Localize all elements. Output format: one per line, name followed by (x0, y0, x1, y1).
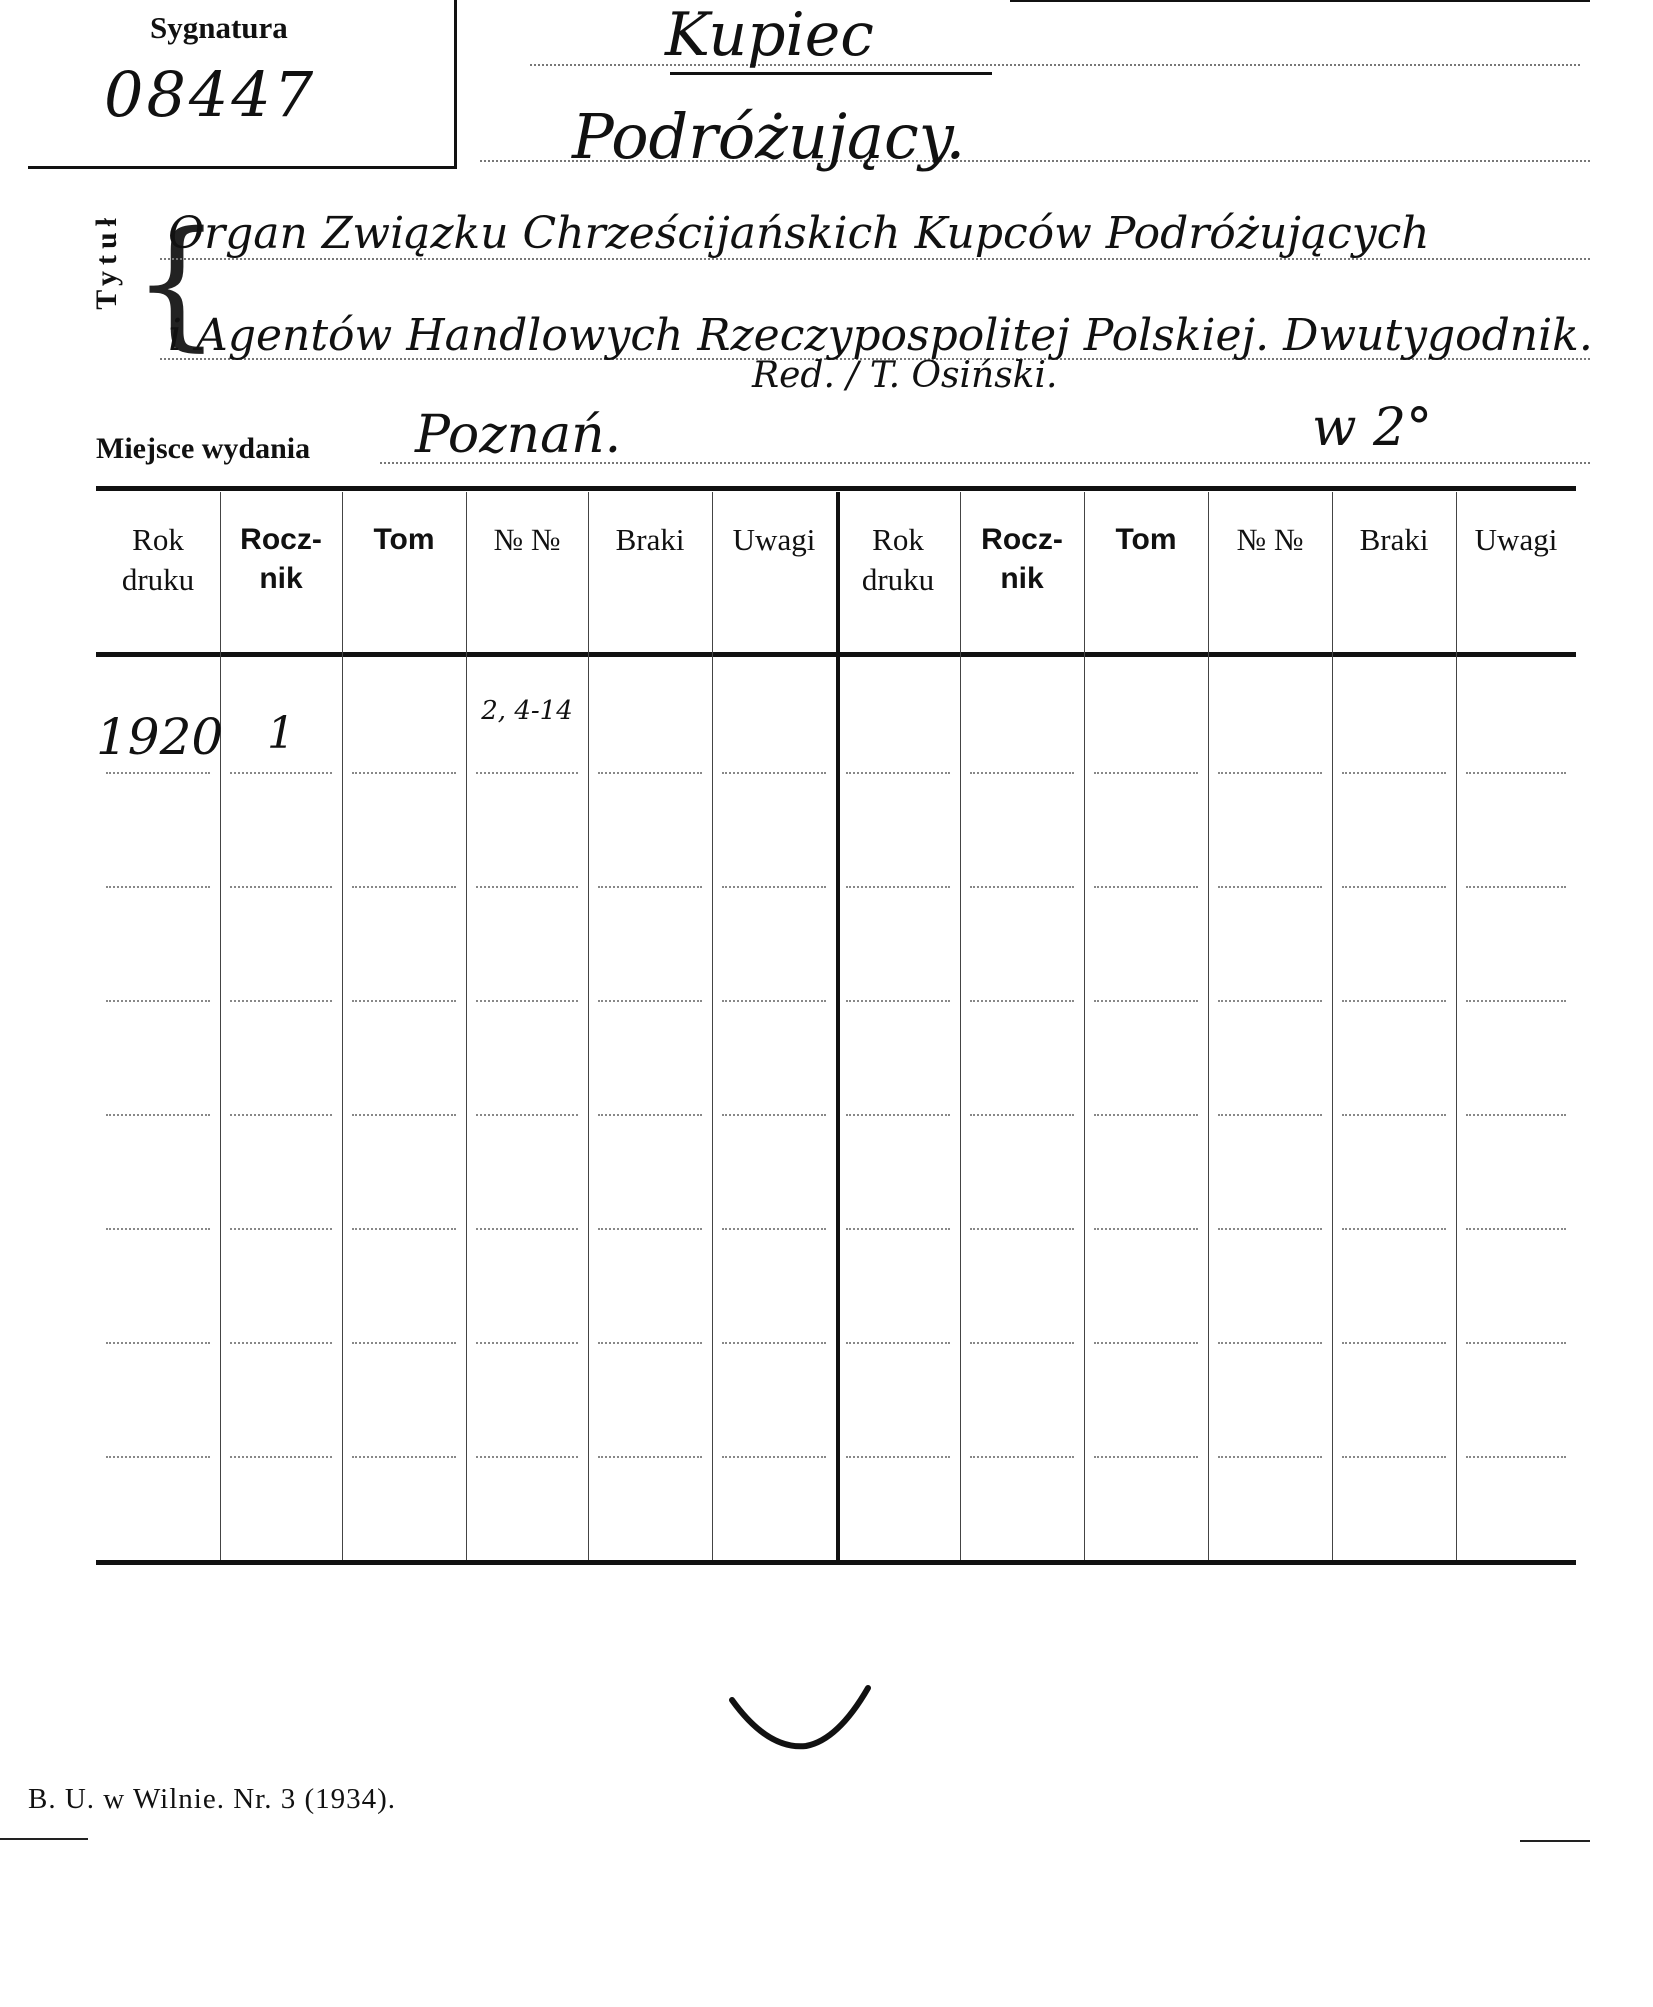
table-cell-dotted-line (722, 1114, 826, 1116)
table-cell-dotted-line (106, 772, 210, 774)
table-cell-dotted-line (722, 886, 826, 888)
table-cell-dotted-line (970, 1114, 1074, 1116)
top-rule (1010, 0, 1590, 2)
table-cell-dotted-line (1342, 1114, 1446, 1116)
table-cell-dotted-line (106, 1342, 210, 1344)
table-cell-dotted-line (352, 1228, 456, 1230)
title-brace: { (132, 202, 222, 365)
table-cell-dotted-line (1218, 772, 1322, 774)
table-cell-dotted-line (1342, 1000, 1446, 1002)
table-cell-dotted-line (230, 1342, 332, 1344)
table-cell-dotted-line (106, 1114, 210, 1116)
table-cell-dotted-line (1466, 886, 1566, 888)
table-cell-value: 1920 (96, 708, 224, 766)
table-cell-dotted-line (1094, 886, 1198, 888)
table-cell-value: 1 (267, 708, 295, 759)
table-column-divider (466, 492, 467, 1560)
table-header-cell: Rok druku (861, 522, 935, 598)
table-cell-dotted-line (598, 1114, 702, 1116)
signature-label: Sygnatura (150, 10, 288, 45)
table-cell-dotted-line (1466, 1342, 1566, 1344)
table-cell-dotted-line (352, 1114, 456, 1116)
table-cell-dotted-line (106, 1456, 210, 1458)
table-column-divider (1084, 492, 1085, 1560)
table-header-cell: № № (1236, 522, 1304, 557)
table-cell-dotted-line (1218, 1228, 1322, 1230)
table-cell-dotted-line (1094, 772, 1198, 774)
footer-imprint: B. U. w Wilnie. Nr. 3 (1934). (28, 1783, 397, 1815)
table-cell-dotted-line (846, 772, 950, 774)
check-mark-icon (728, 1680, 878, 1760)
table-header-cell: № № (493, 522, 561, 557)
signature-value: 08447 (104, 58, 317, 131)
table-cell-dotted-line (598, 1000, 702, 1002)
table-cell-dotted-line (1342, 1228, 1446, 1230)
table-cell-dotted-line (352, 1456, 456, 1458)
table-cell-dotted-line (1094, 1228, 1198, 1230)
table-cell-dotted-line (230, 886, 332, 888)
table-cell-dotted-line (598, 1342, 702, 1344)
table-cell-dotted-line (970, 1342, 1074, 1344)
table-cell-dotted-line (1218, 1000, 1322, 1002)
table-cell-dotted-line (106, 1000, 210, 1002)
footer-rule-right (1520, 1840, 1590, 1842)
table-cell-dotted-line (230, 772, 332, 774)
table-cell-dotted-line (352, 1342, 456, 1344)
table-cell-dotted-line (598, 772, 702, 774)
table-cell-dotted-line (1094, 1456, 1198, 1458)
table-cell-dotted-line (846, 1000, 950, 1002)
table-cell-dotted-line (1466, 1114, 1566, 1116)
table-cell-dotted-line (970, 886, 1074, 888)
table-cell-dotted-line (352, 1000, 456, 1002)
table-cell-dotted-line (1342, 886, 1446, 888)
table-cell-dotted-line (722, 1228, 826, 1230)
table-cell-dotted-line (1218, 1114, 1322, 1116)
table-cell-dotted-line (1094, 1000, 1198, 1002)
table-column-divider (342, 492, 343, 1560)
footer-rule-left (0, 1838, 88, 1840)
table-column-divider (712, 492, 713, 1560)
table-cell-dotted-line (846, 1342, 950, 1344)
table-header-cell: Rocz- nik (981, 523, 1063, 595)
table-cell-dotted-line (722, 1456, 826, 1458)
table-cell-dotted-line (970, 1456, 1074, 1458)
table-header-cell: Braki (615, 522, 685, 557)
title-line-2: Podróżujący. (572, 100, 966, 173)
table-cell-dotted-line (106, 886, 210, 888)
title-line-4: i Agentów Handlowych Rzeczypospolitej Polskiej. Dwutygodnik. (168, 310, 1593, 361)
title-label: Tytuł (90, 212, 123, 310)
table-cell-dotted-line (1466, 1000, 1566, 1002)
table-cell-dotted-line (352, 886, 456, 888)
table-cell-dotted-line (1218, 886, 1322, 888)
title-line-3: Organ Związku Chrześcijańskich Kupców Podróżujących (168, 208, 1430, 259)
table-cell-dotted-line (598, 1228, 702, 1230)
table-cell-dotted-line (1466, 1456, 1566, 1458)
table-cell-dotted-line (722, 1342, 826, 1344)
table-cell-dotted-line (846, 1114, 950, 1116)
table-cell-dotted-line (1466, 772, 1566, 774)
table-column-divider (836, 492, 840, 1560)
table-cell-dotted-line (1094, 1342, 1198, 1344)
table-header-cell: Braki (1359, 522, 1429, 557)
table-cell-dotted-line (598, 886, 702, 888)
table-header-cell: Uwagi (732, 522, 816, 557)
table-cell-dotted-line (476, 886, 578, 888)
table-cell-dotted-line (722, 772, 826, 774)
table-header-cell: Tom (1115, 523, 1177, 556)
table-cell-dotted-line (1342, 772, 1446, 774)
place-label: Miejsce wydania (96, 432, 311, 465)
table-header-cell: Rok druku (121, 522, 195, 598)
table-cell-dotted-line (352, 772, 456, 774)
table-cell-dotted-line (1466, 1228, 1566, 1230)
table-cell-dotted-line (476, 1456, 578, 1458)
table-cell-dotted-line (970, 772, 1074, 774)
table-header-cell: Rocz- nik (240, 523, 322, 595)
table-cell-dotted-line (230, 1000, 332, 1002)
title-underline (670, 72, 992, 75)
table-cell-dotted-line (1342, 1456, 1446, 1458)
table-cell-value: 2, 4-14 (481, 696, 573, 726)
place-value: Poznań. (415, 405, 622, 465)
table-cell-dotted-line (476, 1228, 578, 1230)
table-cell-dotted-line (1094, 1114, 1198, 1116)
editor-note: Red. / T. Osiński. (752, 355, 1058, 396)
table-column-divider (1332, 492, 1333, 1560)
table-bottom-rule (96, 1560, 1576, 1565)
format-value: w 2° (1312, 398, 1433, 458)
table-cell-dotted-line (846, 1456, 950, 1458)
table-cell-dotted-line (598, 1456, 702, 1458)
table-column-divider (1456, 492, 1457, 1560)
table-cell-dotted-line (1218, 1456, 1322, 1458)
table-cell-dotted-line (230, 1456, 332, 1458)
table-cell-dotted-line (230, 1228, 332, 1230)
table-column-divider (220, 492, 221, 1560)
table-cell-dotted-line (1342, 1342, 1446, 1344)
table-cell-dotted-line (476, 1000, 578, 1002)
table-header-cell: Tom (373, 523, 435, 556)
table-cell-dotted-line (106, 1228, 210, 1230)
holdings-table (96, 486, 1576, 1566)
table-cell-dotted-line (846, 1228, 950, 1230)
table-cell-dotted-line (846, 886, 950, 888)
table-column-divider (960, 492, 961, 1560)
table-cell-dotted-line (722, 1000, 826, 1002)
table-cell-dotted-line (970, 1228, 1074, 1230)
table-cell-dotted-line (476, 772, 578, 774)
title-line-1: Kupiec (665, 0, 874, 70)
table-cell-dotted-line (970, 1000, 1074, 1002)
table-column-divider (588, 492, 589, 1560)
table-header-cell: Uwagi (1474, 522, 1558, 557)
table-cell-dotted-line (1218, 1342, 1322, 1344)
table-cell-dotted-line (476, 1114, 578, 1116)
table-cell-dotted-line (476, 1342, 578, 1344)
table-top-rule (96, 486, 1576, 491)
table-cell-dotted-line (230, 1114, 332, 1116)
table-column-divider (1208, 492, 1209, 1560)
